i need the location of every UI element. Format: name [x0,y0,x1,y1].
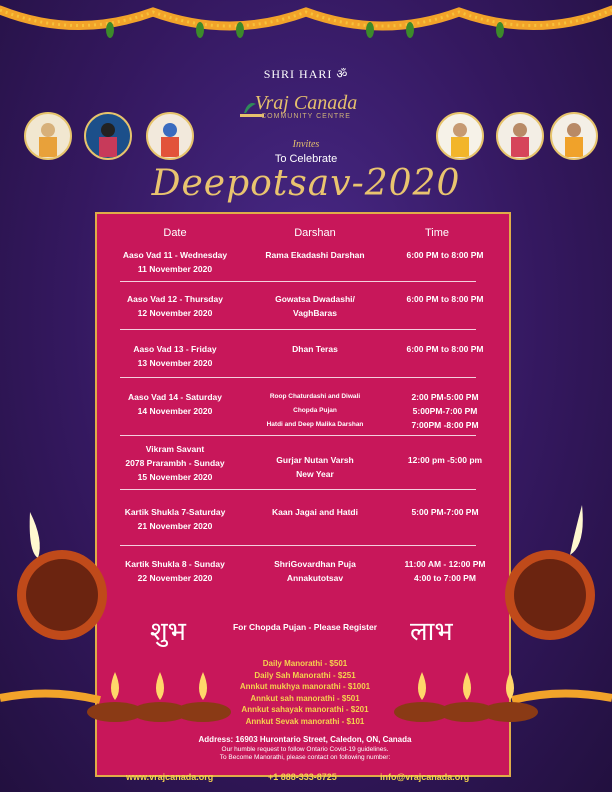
invites-text: Invites [292,139,320,150]
manorathi-item: Annkut sahayak manorathi - $201 [241,705,369,714]
manorathi-item: Daily Sah Manorathi - $251 [254,670,356,680]
manorathi-list [195,658,415,727]
address-text: Address: 16903 Hurontario Street, Caledon, ON, Canada [198,735,412,744]
row-time-line: 6:00 PM to 8:00 PM [406,344,484,354]
manorathi-contact-note: To Become Manorathi, please contact on following number: [219,754,391,761]
row-darshan-line: Chopda Pujan [293,407,337,414]
row-darshan-line: Hatdi and Deep Malika Darshan [266,421,364,428]
row-darshan-line: Gowatsa Dwadashi/ [275,294,355,304]
shri-hari-text: SHRI HARI ॐ [263,67,349,81]
celebrate-text: To Celebrate [274,153,338,165]
diya-lamp-left-icon [0,500,130,640]
row-time-line: 6:00 PM to 8:00 PM [406,250,484,260]
row-date-line: Vikram Savant [145,444,205,454]
website-link[interactable]: www.vrajcanada.org [126,772,214,782]
row-date-line: Aaso Vad 12 - Thursday [127,294,223,304]
marigold-garland-top [0,0,612,40]
row-darshan-line: Gurjar Nutan Varsh [276,455,354,465]
row-divider [120,377,476,378]
row-darshan-line: Kaan Jagai and Hatdi [272,507,358,517]
row-time-line: 5:00 PM-7:00 PM [411,507,479,517]
row-date-line: 22 November 2020 [137,573,213,583]
email-link[interactable]: info@vrajcanada.org [380,772,470,782]
row-darshan-line: New Year [296,469,334,479]
row-darshan-line: VaghBaras [293,308,337,318]
row-date-line: Aaso Vad 14 - Saturday [127,392,222,402]
row-darshan-line: Roop Chaturdashi and Diwali [269,393,361,400]
row-time-line: 2:00 PM-5:00 PM [411,392,479,402]
deity-avatar-3 [146,112,194,160]
row-date-line: Kartik Shukla 8 - Sunday [125,559,225,569]
row-divider [120,545,476,546]
row-time-line: 6:00 PM to 8:00 PM [406,294,484,304]
row-time-line: 11:00 AM - 12:00 PM [404,559,486,569]
brand-subtitle: COMMUNITY CENTRE [261,113,351,120]
row-date-line: 13 November 2020 [137,358,213,368]
row-darshan-line: Dhan Teras [292,344,338,354]
diya-lamp-right-icon [482,500,612,640]
row-divider [120,435,476,436]
row-date-line: 11 November 2020 [137,264,213,274]
header-time: Time [424,227,450,239]
deity-avatar-2 [84,112,132,160]
labh-text: लाभ [410,617,453,647]
row-divider [120,329,476,330]
row-date-line: 15 November 2020 [137,472,213,482]
brand-name: Vraj Canada [254,92,358,114]
row-darshan-line: Rama Ekadashi Darshan [265,250,365,260]
manorathi-item: Daily Manorathi - $501 [262,659,348,668]
row-date-line: 14 November 2020 [137,406,213,416]
row-date-line: 21 November 2020 [137,521,213,531]
header-darshan: Darshan [294,227,336,239]
row-darshan-line: Annakutotsav [286,573,344,583]
row-time-line: 4:00 to 7:00 PM [414,573,476,583]
row-time-line: 12:00 pm -5:00 pm [407,455,483,465]
manorathi-item: Annkut Sevak manorathi - $101 [245,716,365,726]
shubh-text: शुभ [150,617,186,647]
row-date-line: Kartik Shukla 7-Saturday [124,507,226,517]
register-text: For Chopda Pujan - Please Register [232,622,378,632]
phone-link[interactable]: +1 888-333-8725 [268,772,337,782]
row-divider [120,281,476,282]
row-divider [120,489,476,490]
manorathi-item: Annkut sah manorathi - $501 [250,693,360,703]
row-date-line: 2078 Prarambh - Sunday [125,458,225,468]
row-date-line: Aaso Vad 13 - Friday [133,344,217,354]
page-title: Deepotsav-2020 [151,163,461,204]
row-date-line: 12 November 2020 [137,308,213,318]
covid-note: Our humble request to follow Ontario Covid-19 guidelines. [221,746,389,753]
guru-avatar-2 [496,112,544,160]
row-time-line: 5:00PM-7:00 PM [412,406,478,416]
header-date: Date [163,227,187,239]
row-time-line: 7:00PM -8:00 PM [411,420,479,430]
row-darshan-line: ShriGovardhan Puja [274,559,356,569]
row-date-line: Aaso Vad 11 - Wednesday [122,250,228,260]
guru-avatar-1 [436,112,484,160]
deity-avatar-1 [24,112,72,160]
manorathi-item: Annkut mukhya manorathi - $1001 [239,682,371,691]
guru-avatar-3 [550,112,598,160]
